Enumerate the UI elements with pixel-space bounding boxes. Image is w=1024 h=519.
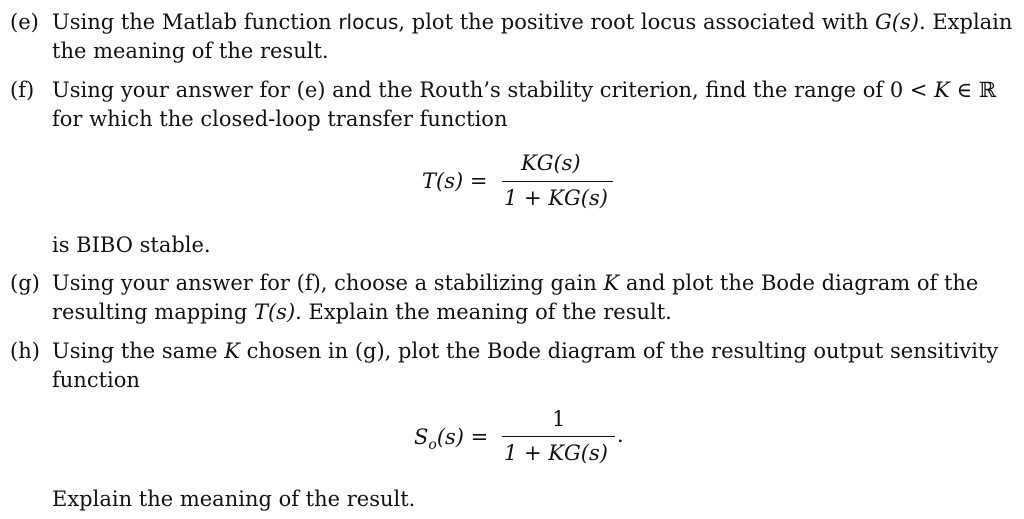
- symbol-k: K: [603, 271, 620, 295]
- item-f-line-1: [52, 80, 996, 101]
- eq2-denominator: 1 + KG(s): [504, 441, 608, 465]
- item-e-text-b: , plot the positive root locus associated with: [398, 10, 876, 34]
- eq1-numerator: KG(s): [521, 151, 581, 175]
- symbol-k: K: [224, 339, 240, 363]
- item-h-line-2: function: [52, 368, 140, 392]
- item-e-line-2: the meaning of the result.: [52, 39, 329, 63]
- item-e-text-a: Using the Matlab function: [52, 10, 339, 34]
- item-f-line-2: for which the closed-loop transfer function: [52, 107, 508, 131]
- item-h-label: (h): [10, 339, 40, 363]
- eq2-fraction-bar: [502, 436, 615, 437]
- item-g-text-c: resulting mapping: [52, 300, 254, 324]
- item-h-text-a: Using the same: [52, 339, 225, 363]
- item-g-text-b: and plot the Bode diagram of the: [619, 271, 979, 295]
- symbol-t-of-s: T(s): [253, 300, 296, 324]
- item-g-text-d: . Explain the meaning of the result.: [295, 300, 672, 324]
- item-g-text-a: Using your answer for (f), choose a stabilizing gain: [52, 271, 604, 295]
- item-f-text-b: ∈ ℝ: [949, 78, 997, 102]
- code-rlocus: rlocus: [338, 10, 399, 34]
- eq2-period: .: [617, 423, 624, 447]
- eq1-denominator: 1 + KG(s): [504, 186, 608, 210]
- item-f-tail: is BIBO stable.: [52, 233, 211, 257]
- eq2-lhs: $S_o(s)$ =: [414, 425, 489, 454]
- item-e-label: (e): [10, 10, 39, 34]
- item-g-line-1: [52, 273, 978, 294]
- symbol-g-of-s: G(s): [875, 10, 919, 34]
- item-f-text-a: Using your answer for (e) and the Routh’s stability criterion, find the range of 0 <: [52, 78, 935, 102]
- eq1-lhs: T(s) =: [422, 169, 488, 193]
- item-f-label: (f): [10, 78, 35, 102]
- item-e-text-c: . Explain: [918, 10, 1013, 34]
- item-g-label: (g): [10, 271, 40, 295]
- eq2-numerator: 1: [552, 407, 566, 431]
- item-e-line-1: [52, 12, 1012, 33]
- item-h-tail: Explain the meaning of the result.: [52, 487, 416, 511]
- item-g-line-2: [52, 302, 672, 323]
- eq1-fraction-bar: [502, 181, 613, 182]
- item-h-text-b: chosen in (g), plot the Bode diagram of the resulting output sensitivity: [239, 339, 999, 363]
- item-h-line-1: [52, 341, 998, 362]
- symbol-k: K: [934, 78, 950, 102]
